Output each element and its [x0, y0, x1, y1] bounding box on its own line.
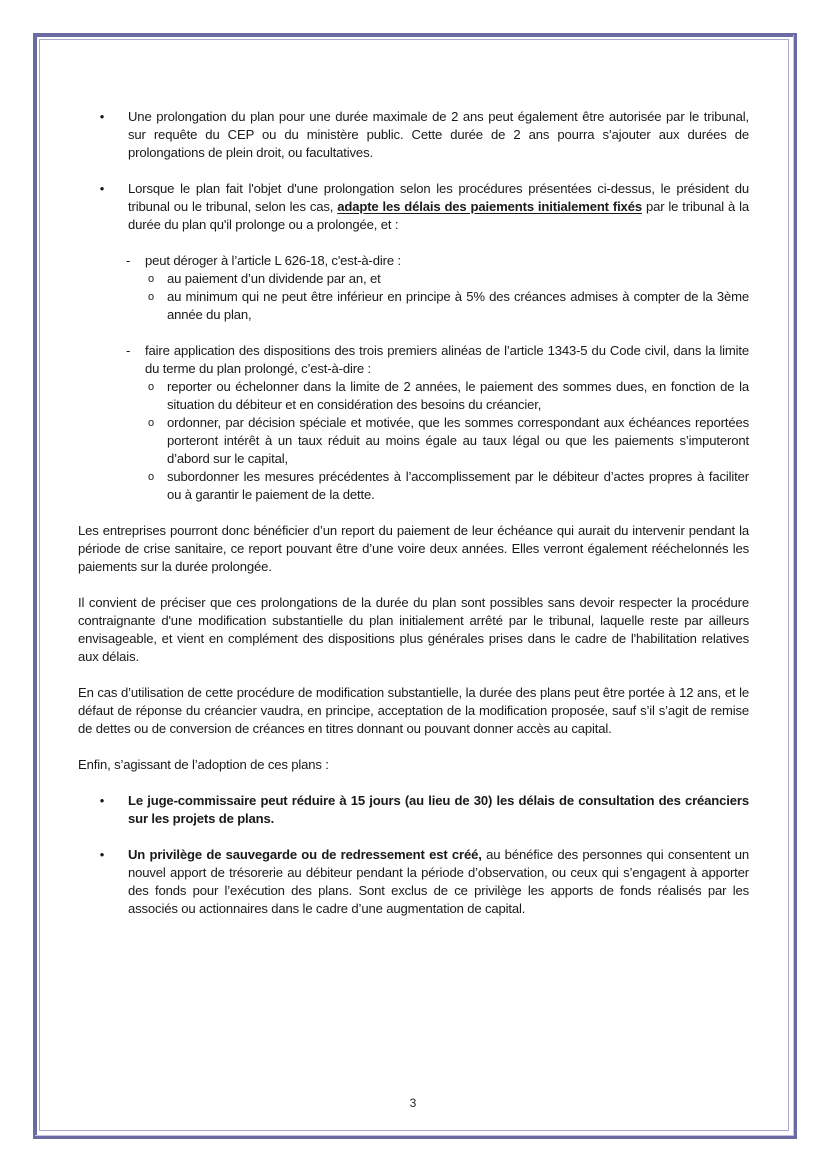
circle-bullet-icon: o	[148, 273, 154, 285]
paragraph-enfin: Enfin, s’agissant de l’adoption de ces plans :	[78, 757, 329, 772]
bullet-text: Une prolongation du plan pour une durée maximale de 2 ans peut également être autorisée par le tribunal, sur requête du CEP ou du ministère public. Cette durée de 2 ans pourra s’ajouter aux durées de prolongations de plein droit, ou facultatives.	[128, 109, 749, 160]
bullet-icon: •	[99, 109, 105, 124]
page-content	[78, 108, 749, 918]
emphasis-underlined: adapte les délais des paiements initialement fixés	[337, 199, 642, 214]
page-border-right-line	[793, 35, 794, 1135]
bullet-item-privilege: • Un privilège de sauvegarde ou de redressement est créé, au bénéfice des personnes qui consentent un nouvel apport de trésorerie au débiteur pendant la période d’observation, ou ceux qui s’engagent à apporter des fonds pour l’exécution des plans. Sont exclus de ce privilège les apports de fonds réalisés par les associés ou actionnaires dans le cadre d’une augmentation de capital.	[78, 846, 749, 918]
circle-bullet-icon: o	[148, 381, 154, 393]
dash-item-code-civil	[78, 342, 749, 378]
page-number: 3	[409, 1096, 417, 1110]
sub-item: o subordonner les mesures précédentes à l’accomplissement par le débiteur d’actes propres à faciliter ou à garantir le paiement de la dette.	[148, 469, 749, 502]
bullet-item-juge-commissaire	[78, 792, 749, 828]
dash-icon: -	[126, 253, 131, 268]
sub-item: o reporter ou échelonner dans la limite de 2 années, le paiement des sommes dues, en fonction de la situation du débiteur et en considération des besoins du créancier,	[148, 379, 749, 412]
dash-text: faire application des dispositions des trois premiers alinéas de l’article 1343-5 du Code civil, dans la limite du terme du plan prolongé, c’est-à-dire :	[145, 343, 749, 376]
bullet-icon: •	[99, 793, 105, 808]
paragraph-report: Les entreprises pourront donc bénéficier d’un report du paiement de leur échéance qui aurait du intervenir pendant la période de crise sanitaire, ce report pouvant être d’une voire deux années. Elles verront également rééchelonnés les paiements sur la durée prolongée.	[78, 523, 749, 574]
dash-icon: -	[126, 343, 131, 358]
bullet-item-prolongation	[78, 108, 749, 162]
bold-text: Un privilège de sauvegarde ou de redressement est créé,	[128, 847, 482, 862]
circle-bullet-icon: o	[148, 471, 154, 483]
bullet-icon: •	[99, 181, 105, 196]
page-border-bottom-line	[35, 1135, 794, 1136]
bullet-item-adaptation	[78, 180, 749, 234]
circle-bullet-icon: o	[148, 291, 154, 303]
sub-item: o au paiement d’un dividende par an, et	[148, 271, 381, 286]
bullet-icon: •	[99, 847, 105, 862]
circle-bullet-icon: o	[148, 417, 154, 429]
bold-text: Le juge-commissaire peut réduire à 15 jours (au lieu de 30) les délais de consultation des créanciers sur les projets de plans.	[128, 793, 749, 826]
bullet-text: Lorsque le plan fait l'objet d'une prolongation selon les procédures présentées ci-dessus, le président du tribunal ou le tribunal, selon les cas, adapte les délais des paiements initialement fixés par le tribunal à la durée du plan qu'il prolonge ou a prolongée, et :	[128, 181, 749, 232]
sub-item: o ordonner, par décision spéciale et motivée, que les sommes correspondant aux échéances reportées porteront intérêt à un taux réduit au moins égale au taux légal ou que les paiements s’imputeront d’abord sur le capital,	[148, 415, 749, 466]
dash-text: peut déroger à l’article L 626-18, c'est-à-dire :	[145, 253, 401, 268]
paragraph-precision: Il convient de préciser que ces prolongations de la durée du plan sont possibles sans devoir respecter la procédure contraignante d'une modification substantielle du plan initialement arrêté par le tribunal, laquelle reste par ailleurs envisageable, et vient en complément des dispositions plus générales prises dans le cadre de l'habilitation relatives aux délais.	[78, 595, 749, 664]
paragraph-modification: En cas d’utilisation de cette procédure de modification substantielle, la durée des plans peut être portée à 12 ans, et le défaut de réponse du créancier vaudra, en principe, acceptation de la modification proposée, sauf s’il s’agit de remise de dettes ou de conversion de créances en titres donnant ou pouvant donner accès au capital.	[78, 685, 749, 736]
dash-item-derogation	[78, 252, 749, 270]
sub-item: o au minimum qui ne peut être inférieur en principe à 5% des créances admises à compter de la 3ème année du plan,	[148, 289, 749, 322]
